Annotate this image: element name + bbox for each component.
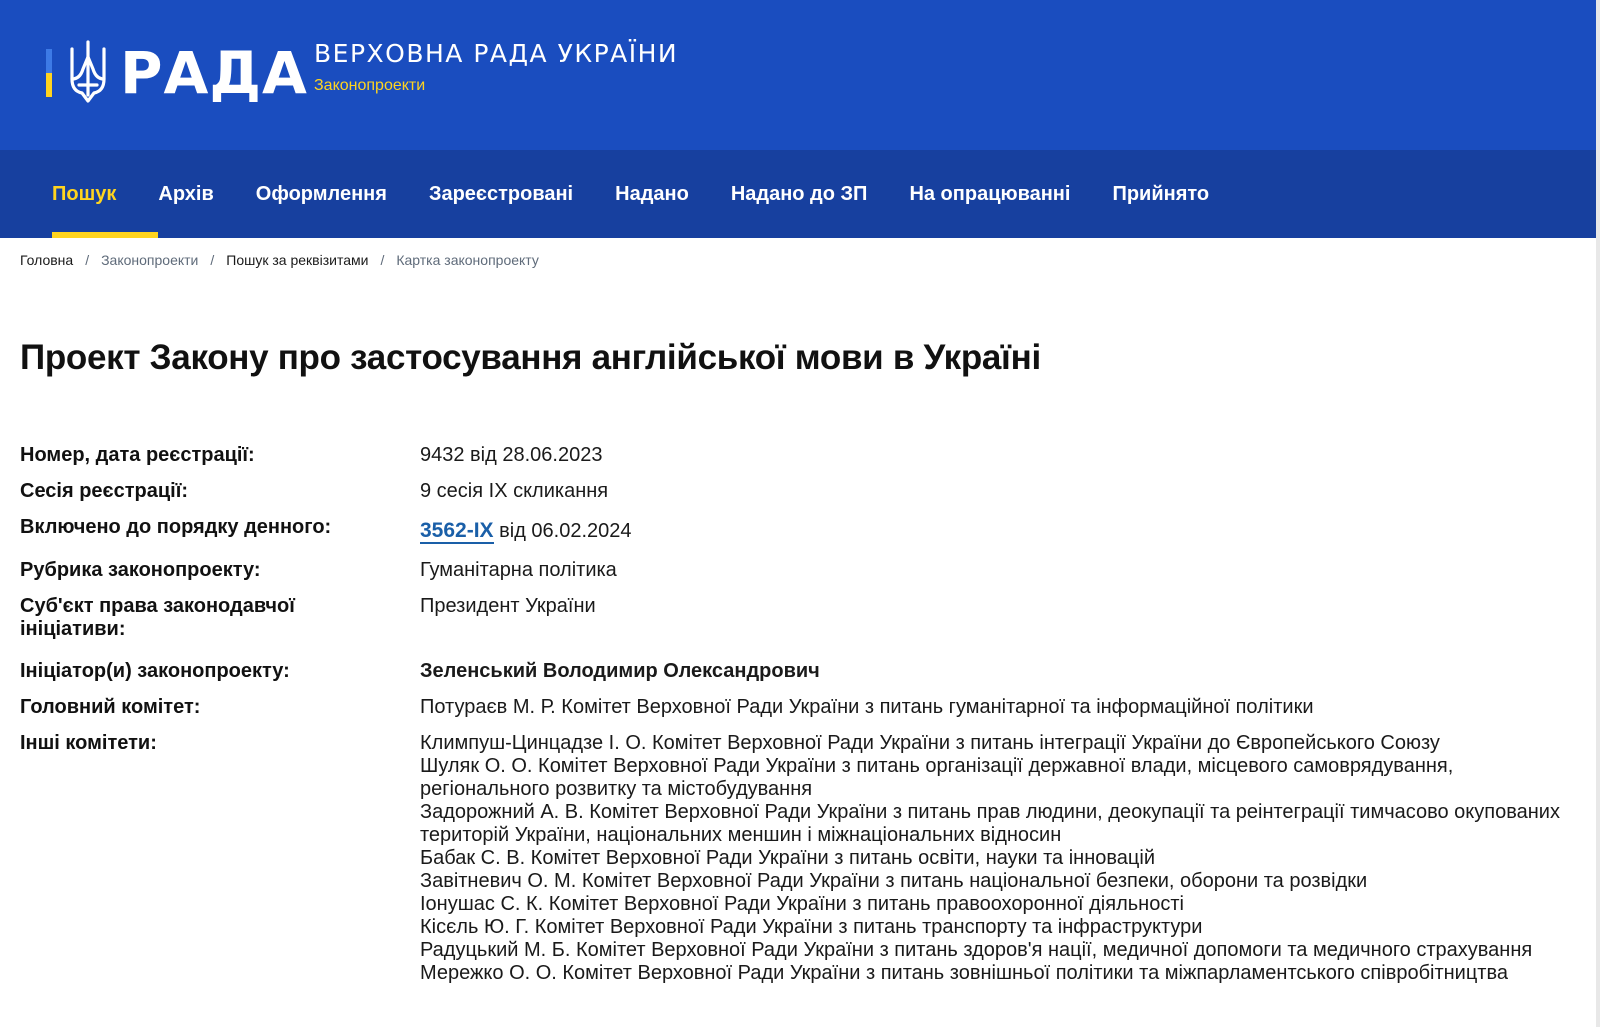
field-rubric — [20, 559, 1560, 582]
committee-item: Завітневич О. М. Комітет Верховної Ради України з питань національної безпеки, оборони та розвідки — [420, 870, 1368, 892]
site-logo[interactable] — [46, 38, 308, 108]
breadcrumb-separator: / — [210, 252, 215, 268]
field-label: Ініціатор(и) законопроекту: — [20, 660, 290, 682]
trident-icon — [68, 39, 108, 107]
flag-icon — [46, 49, 52, 97]
breadcrumb-separator: / — [85, 252, 90, 268]
field-initiator — [20, 660, 1560, 683]
field-value: 9432 від 28.06.2023 — [420, 444, 603, 466]
field-label: Рубрика законопроекту: — [20, 559, 261, 581]
agenda-resolution-link[interactable]: 3562-IX — [420, 519, 494, 542]
field-session — [20, 480, 1560, 503]
field-label: Суб'єкт права законодавчої ініціативи: — [20, 595, 295, 640]
field-agenda — [20, 516, 1560, 543]
page-title: Проект Закону про застосування англійської мови в Україні — [20, 338, 1041, 377]
breadcrumb-current: Картка законопроекту — [396, 252, 539, 268]
nav-item-submitted[interactable]: Надано — [615, 183, 689, 205]
page-scrollbar[interactable] — [1596, 0, 1600, 1027]
field-subject — [20, 595, 1560, 641]
nav-item-registration[interactable]: Оформлення — [255, 183, 387, 205]
nav-item-adopted[interactable]: Прийнято — [1112, 183, 1210, 205]
nav-item-in-progress[interactable]: На опрацюванні — [909, 183, 1071, 205]
breadcrumb-search[interactable]: Пошук за реквізитами — [226, 252, 369, 268]
field-value: Президент України — [420, 595, 596, 617]
committee-item: Мережко О. О. Комітет Верховної Ради України з питань зовнішньої політики та міжпарламентського співробітництва — [420, 962, 1508, 984]
field-label: Сесія реєстрації: — [20, 480, 188, 502]
site-header — [0, 0, 1596, 150]
breadcrumb-home[interactable]: Головна — [20, 252, 74, 268]
field-value: Потураєв М. Р. Комітет Верховної Ради України з питань гуманітарної та інформаційної політики — [420, 696, 1314, 718]
field-label: Номер, дата реєстрації: — [20, 444, 255, 466]
breadcrumb — [20, 252, 539, 268]
committee-item: Радуцький М. Б. Комітет Верховної Ради України з питань здоров'я нації, медичної допомоги та медичного страхування — [420, 939, 1533, 961]
field-value: 9 сесія IX скликання — [420, 480, 609, 502]
field-label: Включено до порядку денного: — [20, 516, 332, 538]
nav-item-archive[interactable]: Архів — [158, 183, 214, 205]
section-title[interactable]: Законопроекти — [314, 76, 426, 94]
committee-item: Бабак С. В. Комітет Верховної Ради України з питань освіти, науки та інновацій — [420, 847, 1155, 869]
agenda-date: від 06.02.2024 — [493, 520, 632, 542]
committee-item: Іонушас С. К. Комітет Верховної Ради України з питань правоохоронної діяльності — [420, 893, 1184, 915]
field-other-committees — [20, 732, 1560, 985]
field-value: Гуманітарна політика — [420, 559, 617, 581]
field-main-committee — [20, 696, 1560, 719]
breadcrumb-separator: / — [380, 252, 385, 268]
site-title: ВЕРХОВНА РАДА УКРАЇНИ — [314, 39, 679, 68]
bill-details — [20, 444, 1560, 998]
nav-item-search[interactable]: Пошук — [31, 150, 137, 238]
breadcrumb-bills[interactable]: Законопроекти — [101, 252, 199, 268]
main-nav — [0, 150, 1596, 238]
site-brand — [314, 40, 678, 95]
logo-text: РАДА — [120, 39, 308, 107]
field-reg-number — [20, 444, 1560, 467]
nav-item-registered[interactable]: Зареєстровані — [428, 183, 574, 205]
committee-item: Задорожний А. В. Комітет Верховної Ради України з питань прав людини, деокупації та реінтеграції тимчасово окупованих територій України, національних меншин і міжнаціональних відносин — [420, 801, 1560, 846]
field-label: Інші комітети: — [20, 732, 157, 754]
nav-item-submitted-zp[interactable]: Надано до ЗП — [730, 183, 868, 205]
field-value[interactable]: Зеленський Володимир Олександрович — [420, 660, 820, 682]
committee-item: Кісєль Ю. Г. Комітет Верховної Ради України з питань транспорту та інфраструктури — [420, 916, 1203, 938]
committee-item: Климпуш-Цинцадзе І. О. Комітет Верховної Ради України з питань інтеграції України до Європейського Союзу — [420, 732, 1440, 754]
committee-item: Шуляк О. О. Комітет Верховної Ради України з питань організації державної влади, місцевого самоврядування, регіонального розвитку та містобудування — [420, 755, 1454, 800]
field-value — [420, 516, 1560, 543]
committee-list — [420, 732, 1560, 985]
field-label: Головний комітет: — [20, 696, 201, 718]
